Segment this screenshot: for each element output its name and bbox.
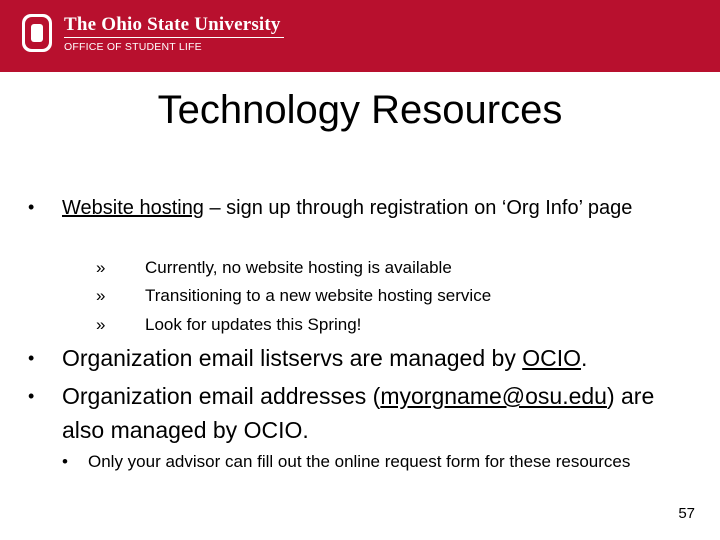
header-divider bbox=[64, 37, 284, 38]
bullet-website-hosting bbox=[62, 194, 682, 222]
sub-bullet-marker: » bbox=[96, 286, 106, 305]
bullet-email-listservs bbox=[62, 341, 682, 375]
header-banner bbox=[0, 0, 720, 72]
website-hosting-link[interactable]: Website hosting bbox=[62, 197, 204, 219]
email-address-link[interactable]: myorgname@osu.edu bbox=[380, 383, 607, 409]
university-name: The Ohio State University bbox=[64, 14, 281, 35]
sub-bullet-marker: » bbox=[96, 315, 106, 334]
ohio-state-block-o-logo bbox=[22, 14, 52, 52]
bullet-text: – sign up through registration on ‘Org Info’ page bbox=[203, 197, 633, 219]
sub-item-text: Look for updates this Spring! bbox=[145, 315, 362, 334]
page-number: 57 bbox=[678, 505, 695, 522]
bullet-email-addresses bbox=[62, 379, 662, 447]
bullet-marker: • bbox=[28, 348, 35, 368]
bullet-text: . bbox=[581, 345, 588, 371]
sub-item-text: Only your advisor can fill out the online request form for these resources bbox=[88, 452, 631, 471]
office-name: OFFICE OF STUDENT LIFE bbox=[64, 41, 202, 53]
bullet-marker: • bbox=[28, 386, 35, 406]
sub-bullet-marker: » bbox=[96, 258, 106, 277]
sub-item-text: Currently, no website hosting is available bbox=[145, 258, 452, 277]
ocio-link[interactable]: OCIO bbox=[522, 345, 581, 371]
bullet-text: Organization email addresses ( bbox=[62, 383, 381, 409]
slide-title: Technology Resources bbox=[157, 88, 563, 132]
bullet-text: ) are also managed by OCIO. bbox=[62, 383, 655, 443]
sub-bullet-marker: • bbox=[62, 452, 68, 471]
sub-item-text: Transitioning to a new website hosting service bbox=[145, 286, 492, 305]
bullet-marker: • bbox=[28, 197, 35, 217]
bullet-text: Organization email listservs are managed by bbox=[62, 345, 523, 371]
